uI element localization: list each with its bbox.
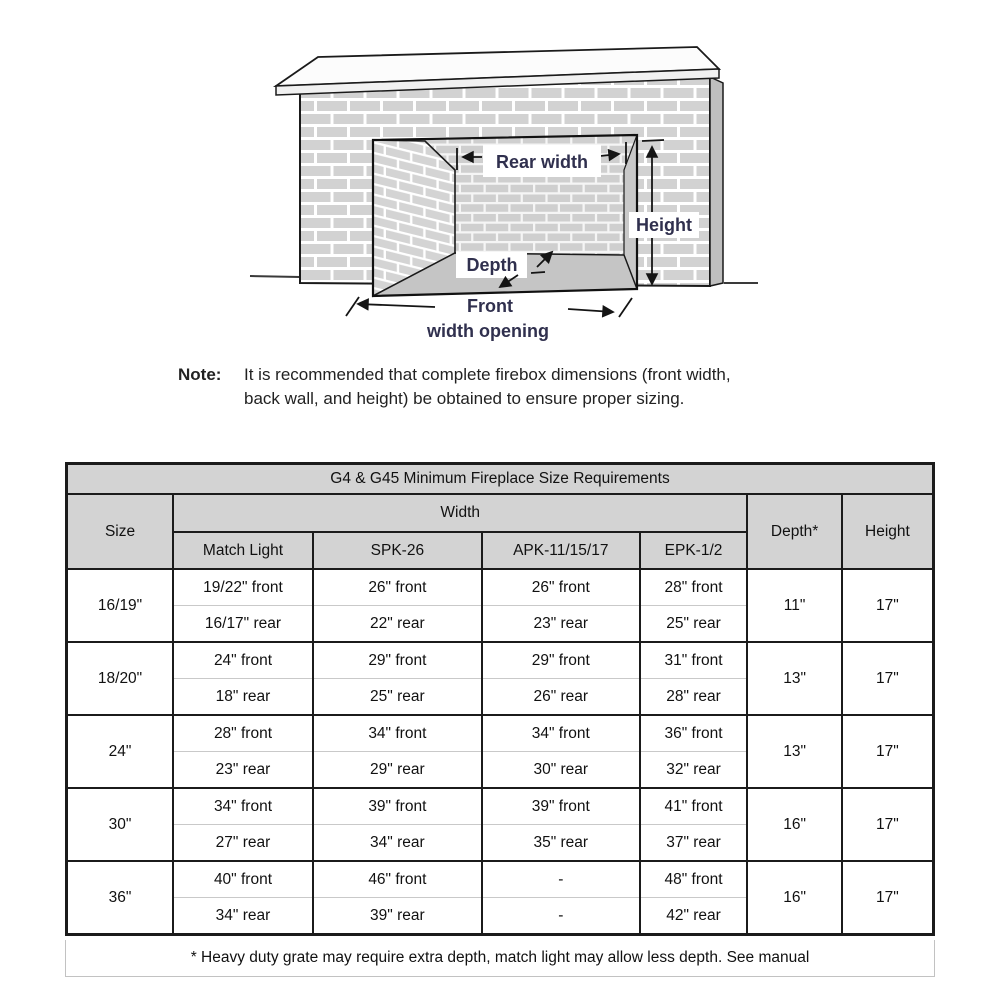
brick-wall-side [710,77,723,286]
depth-front-tick [531,272,545,273]
cell-front-3: 36" front [640,715,748,752]
cell-rear-0: 27" rear [173,825,313,862]
cell-rear-0: 16/17" rear [173,606,313,643]
cell-rear-3: 32" rear [640,752,748,789]
note-line2: back wall, and height) be obtained to ensure proper sizing. [244,389,685,408]
cell-rear-0: 23" rear [173,752,313,789]
table-title: G4 & G45 Minimum Fireplace Size Requirements [67,464,934,495]
note [178,363,838,411]
spec-table-body [67,569,934,935]
height-top-tick [642,140,664,141]
header-depth: Depth* [747,494,842,569]
cell-front-2: 34" front [482,715,640,752]
cell-rear-1: 29" rear [313,752,482,789]
table-row-front-2 [67,715,934,752]
cell-height: 17" [842,569,934,642]
spec-table [65,462,935,936]
cell-front-3: 28" front [640,569,748,606]
cell-front-2: 39" front [482,788,640,825]
cell-rear-1: 34" rear [313,825,482,862]
cell-front-0: 24" front [173,642,313,679]
front-width-arrow-right [568,309,613,312]
cell-rear-1: 25" rear [313,679,482,716]
depth-label: Depth [466,255,518,275]
table-row-front-3 [67,788,934,825]
header-epk: EPK-1/2 [640,532,748,569]
cell-depth: 11" [747,569,842,642]
cell-front-1: 29" front [313,642,482,679]
fireplace-diagram-svg [200,46,760,346]
cell-front-2: 29" front [482,642,640,679]
cell-front-1: 26" front [313,569,482,606]
cell-rear-0: 18" rear [173,679,313,716]
rear-width-label: Rear width [495,152,589,172]
cell-front-1: 46" front [313,861,482,898]
cell-rear-1: 22" rear [313,606,482,643]
cell-front-3: 41" front [640,788,748,825]
cell-depth: 16" [747,861,842,935]
cell-size: 36" [67,861,174,935]
cell-front-2: 26" front [482,569,640,606]
note-label: Note: [178,365,222,384]
cell-depth: 16" [747,788,842,861]
header-width-group: Width [173,494,747,532]
fireplace-diagram [200,46,760,346]
height-label: Height [636,215,692,235]
cell-rear-2: 23" rear [482,606,640,643]
front-width-label-line2: width opening [427,321,549,341]
front-width-label-line1: Front [467,296,513,316]
cell-depth: 13" [747,642,842,715]
cell-front-1: 39" front [313,788,482,825]
cell-front-3: 31" front [640,642,748,679]
table-footnote: * Heavy duty grate may require extra depth, match light may allow less depth. See manual [65,940,935,977]
cell-size: 24" [67,715,174,788]
note-line1: It is recommended that complete firebox dimensions (front width, [244,365,731,384]
table-row-front-1 [67,642,934,679]
cell-front-2: - [482,861,640,898]
front-width-arrow-left [358,304,435,307]
cell-rear-3: 42" rear [640,898,748,935]
cell-height: 17" [842,715,934,788]
cell-front-0: 19/22" front [173,569,313,606]
header-match-light: Match Light [173,532,313,569]
cell-rear-2: 35" rear [482,825,640,862]
cell-rear-0: 34" rear [173,898,313,935]
front-width-tick-left [346,297,359,316]
cell-rear-3: 28" rear [640,679,748,716]
cell-size: 30" [67,788,174,861]
cell-rear-2: 30" rear [482,752,640,789]
front-width-tick-right [619,298,632,317]
cell-rear-1: 39" rear [313,898,482,935]
header-height: Height [842,494,934,569]
cell-rear-2: - [482,898,640,935]
table-row-front-4 [67,861,934,898]
cell-depth: 13" [747,715,842,788]
cell-rear-3: 37" rear [640,825,748,862]
note-text [244,363,731,411]
cell-front-0: 28" front [173,715,313,752]
cell-size: 16/19" [67,569,174,642]
table-row-front-0 [67,569,934,606]
cell-front-3: 48" front [640,861,748,898]
header-spk-26: SPK-26 [313,532,482,569]
cell-height: 17" [842,642,934,715]
header-apk: APK-11/15/17 [482,532,640,569]
cell-rear-2: 26" rear [482,679,640,716]
cell-front-0: 40" front [173,861,313,898]
cell-front-0: 34" front [173,788,313,825]
header-size: Size [67,494,174,569]
cell-size: 18/20" [67,642,174,715]
cell-height: 17" [842,861,934,935]
cell-rear-3: 25" rear [640,606,748,643]
table-header-row-1 [67,494,934,532]
cell-height: 17" [842,788,934,861]
cell-front-1: 34" front [313,715,482,752]
table-title-row [67,464,934,495]
